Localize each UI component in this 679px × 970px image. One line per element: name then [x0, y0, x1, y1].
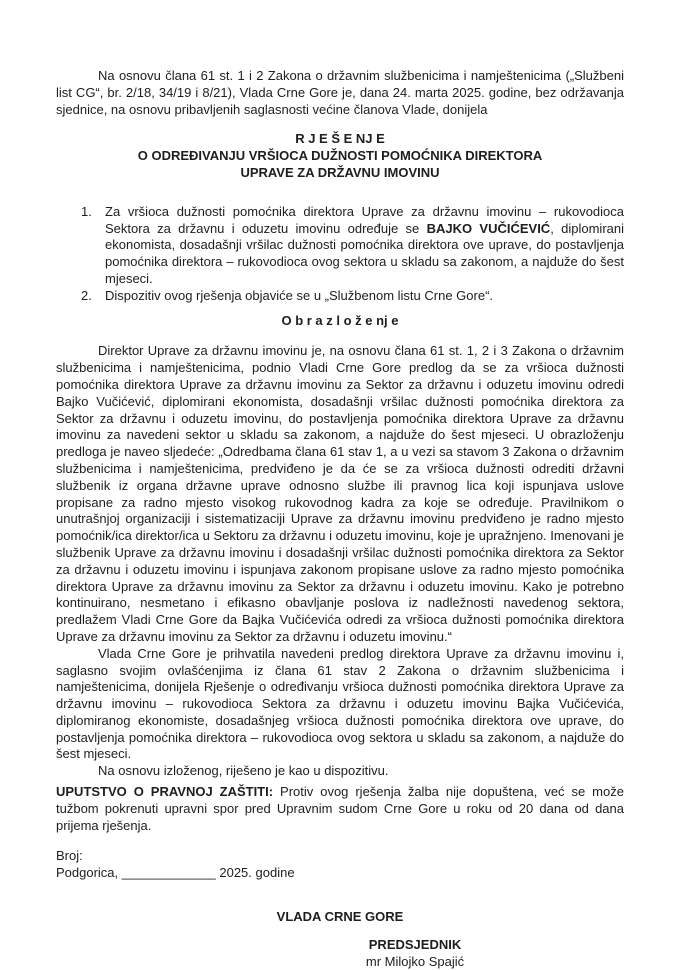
signature-role: PREDSJEDNIK [368, 936, 462, 952]
title-line-1: R J E Š E NJ E [295, 131, 385, 147]
title-line-3: UPRAVE ZA DRŽAVNU IMOVINU [240, 164, 440, 180]
place-date-line: Podgorica, _____________ 2025. godine [56, 865, 295, 881]
list-item-1-text-before: Za vršioca dužnosti pomoćnika direktora Uprave za državnu imovinu – rukovodioca Sektora za državnu i oduzetu imovinu određuje se [105, 203, 624, 236]
legal-remedy-label: UPUTSTVO O PRAVNOJ ZAŠTITI: [56, 784, 274, 800]
explanation-paragraph-3: Na osnovu izloženog, riješeno je kao u dispozitivu. [98, 763, 389, 779]
list-item-text: Dispozitiv ovog rješenja objaviće se u „Službenom listu Crne Gore“. [105, 287, 494, 303]
preamble-paragraph: Na osnovu člana 61 st. 1 i 2 Zakona o državnim službenicima i namještenicima („Službeni list CG“, br. 2/18, 34/19 i 8/21), Vlada Crne Gore je, dana 24. marta 2025. godine, bez održavanja sjednice, na osnovu pribavljenih saglasnosti većine članova Vlade, donijela [56, 68, 624, 117]
decision-items [56, 204, 624, 305]
explanation-paragraph-2: Vlada Crne Gore je prihvatila navedeni predlog direktora Uprave za državnu imovinu i, saglasno svojim ovlašćenjima iz člana 61 stav 2 Zakona o državnim službenicima i namještenicima, donijela Rješenje o određivanju vršioca dužnosti pomoćnika direktora Uprave za državnu imovinu – rukovodioca Sektora za državnu i oduzetu imovinu Bajka Vučićevića, diplomiranog ekonomiste, dosadašnjeg vršioca dužnosti pomoćnika direktora ove uprave, do postavljenja pomoćnika direktora – rukovodioca ovog sektora u skladu sa zakonom, a najduže do šest mjeseci. [56, 645, 624, 762]
list-item-1-text-after: , diplomirani ekonomista, dosadašnji vršilac dužnosti pomoćnika direktora ove uprave, do postavljenja pomoćnika direktora – rukovodioca ovog sektora u skladu sa zakonom, a najduže do šest mjeseci. [105, 220, 624, 286]
signature-block [315, 937, 515, 970]
list-item-number: 2. [81, 287, 92, 303]
list-item-text [105, 204, 624, 288]
list-item-1 [81, 204, 624, 288]
decision-title [56, 131, 624, 181]
issuer-name: VLADA CRNE GORE [276, 909, 404, 925]
legal-remedy-paragraph [56, 784, 624, 834]
list-item-number: 1. [81, 203, 92, 219]
legal-remedy-text: Protiv ovog rješenja žalba nije dopuštena, već se može tužbom pokrenuti upravni spor pred Upravnim sudom Crne Gore u roku od 20 dana od dana prijema rješenja. [56, 784, 624, 833]
explanation-heading: O b r a z l o ž e nj e [281, 312, 399, 328]
title-line-2: O ODREĐIVANJU VRŠIOCA DUŽNOSTI POMOĆNIKA DIREKTORA [137, 148, 543, 164]
document-number-label: Broj: [56, 848, 83, 864]
list-item-2 [81, 288, 624, 305]
document-footer [56, 848, 624, 882]
appointee-name: BAJKO VUČIĆEVIĆ [426, 220, 551, 236]
signature-name: mr Milojko Spajić [365, 953, 465, 969]
explanation-paragraph-1: Direktor Uprave za državnu imovinu je, na osnovu člana 61 st. 1, 2 i 3 Zakona o državnim službenicima i namještenicima, podnio Vladi Crne Gore predlog da se za vršioca dužnosti pomoćnika direktora Uprave za državnu imovinu za Sektor za državnu i oduzetu imovinu odredi Bajko Vučićević, diplomirani ekonomista, dosadašnji vršilac dužnosti pomoćnika direktora za Sektor za državnu i oduzetu imovinu, do postavljenja pomoćnika direktora Uprave za državnu imovinu za navedeni sektor u skladu sa zakonom, a najduže do šest mjeseci. U obrazloženju predloga je naveo sljedeće: „Odredbama člana 61 stav 1, a u vezi sa stavom 3 Zakona o državnim službenicima i namještenicima, predviđeno je da će se za vršioca dužnosti odrediti državni službenik iz organa državne uprave odnosno službe ili pravnog lica koji ispunjava uslove propisane za radno mjesto visokog rukovodnog kadra za koje se određuje. Pravilnikom o unutrašnjoj organizaciji i sistematizaciji Uprave za državnu imovinu predviđeno je radno mjesto pomoćnik/ica direktor/ica u Sektoru za državnu i oduzetu imovinu, koje je upražnjeno. Imenovani je službenik Uprave za državnu imovinu i dosadašnji vršilac dužnosti pomoćnika direktora za Sektor za državnu i oduzetu imovinu i ispunjava zakonom propisane uslove za radno mjesto pomoćnika direktora Uprave za državnu imovinu za Sektor za državnu i oduzetu imovinu. Kako je potrebno kontinuirano, nesmetano i efikasno obavljanje poslova iz nadležnosti navedenog sektora, predlažem Vladi Crne Gore da Bajka Vučićevića odredi za vršioca dužnosti pomoćnika direktora Uprave za državnu imovinu za Sektor za državnu i oduzetu imovinu.“ [56, 343, 624, 644]
